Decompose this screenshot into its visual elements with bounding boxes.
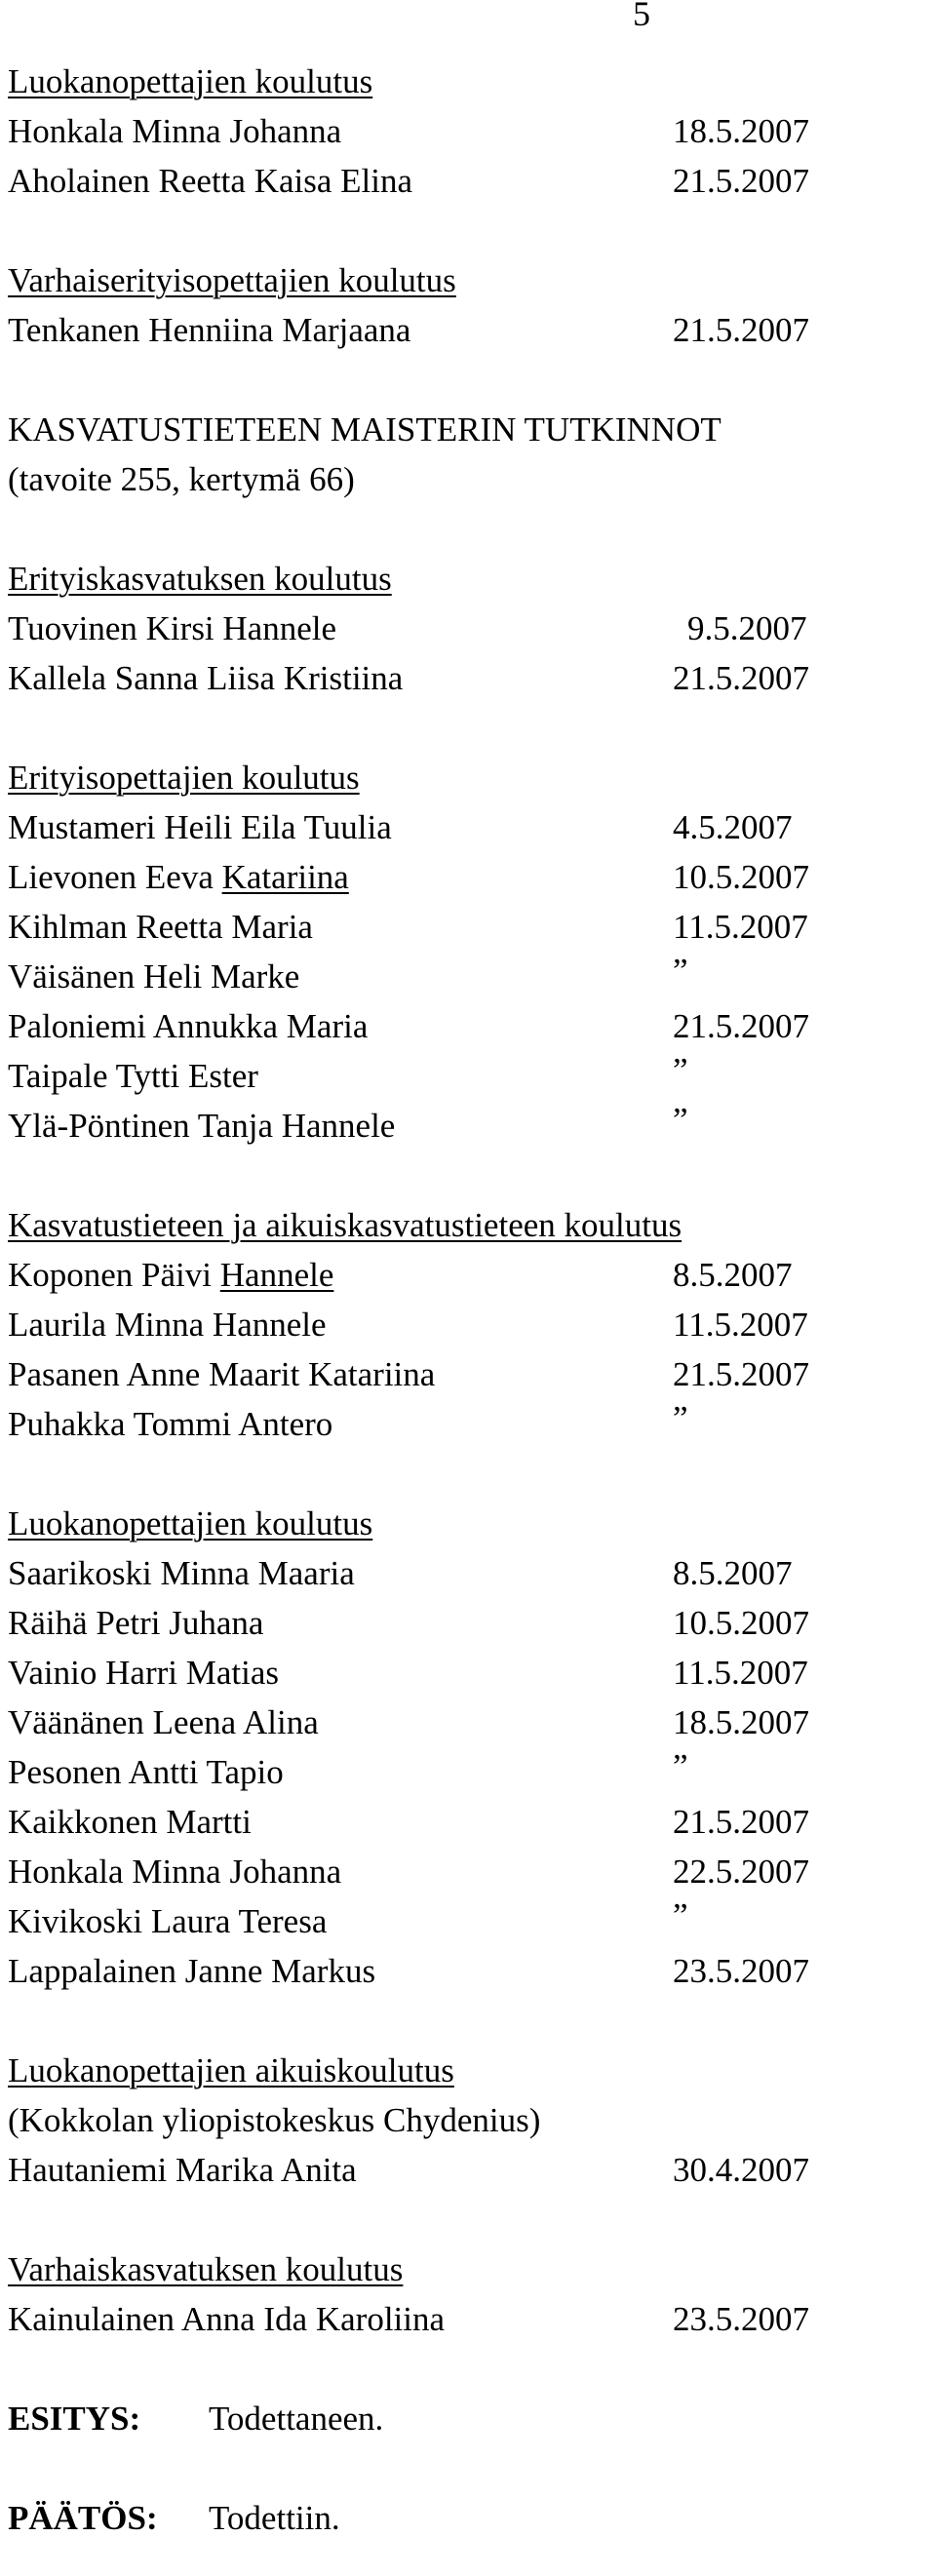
ditto-mark: ”: [673, 1747, 688, 1785]
ditto-mark: ”: [673, 1399, 688, 1437]
graduate-name: Kivikoski Laura Teresa: [8, 1902, 328, 1940]
graduation-date: 23.5.2007: [673, 1952, 809, 1990]
graduate-name: Räihä Petri Juhana: [8, 1604, 264, 1642]
graduation-date: 11.5.2007: [673, 1306, 808, 1344]
section-heading: Luokanopettajien koulutus: [8, 1504, 373, 1542]
paatos-text: Todettiin.: [209, 2499, 340, 2537]
graduate-name: Taipale Tytti Ester: [8, 1057, 258, 1095]
section-heading: Kasvatustieteen ja aikuiskasvatustieteen koulutus: [8, 1206, 682, 1244]
graduate-name: Kaikkonen Martti: [8, 1803, 252, 1841]
graduate-name: Väisänen Heli Marke: [8, 957, 300, 995]
graduation-date: 10.5.2007: [673, 1604, 809, 1642]
name-part: Koponen Päivi: [8, 1256, 220, 1294]
graduate-name: Pasanen Anne Maarit Katariina: [8, 1355, 436, 1393]
graduate-name: Tenkanen Henniina Marjaana: [8, 311, 411, 349]
graduate-name: Mustameri Heili Eila Tuulia: [8, 808, 392, 846]
graduate-name: Väänänen Leena Alina: [8, 1703, 319, 1741]
graduate-name: Tuovinen Kirsi Hannele: [8, 609, 337, 647]
graduate-name: Kihlman Reetta Maria: [8, 908, 313, 946]
graduation-date: 4.5.2007: [673, 808, 793, 846]
graduation-date: 9.5.2007: [687, 609, 807, 647]
paatos-label: PÄÄTÖS:: [8, 2499, 158, 2537]
graduate-name: Puhakka Tommi Antero: [8, 1405, 333, 1443]
graduation-date: 8.5.2007: [673, 1554, 793, 1592]
section-heading: Luokanopettajien aikuiskoulutus: [8, 2051, 454, 2089]
section-heading: Varhaiskasvatuksen koulutus: [8, 2250, 404, 2288]
graduation-date: 23.5.2007: [673, 2300, 809, 2338]
graduate-name: Paloniemi Annukka Maria: [8, 1007, 369, 1045]
graduation-date: 11.5.2007: [673, 908, 808, 946]
graduate-name: Lappalainen Janne Markus: [8, 1952, 376, 1990]
degree-section-note: (tavoite 255, kertymä 66): [8, 460, 355, 498]
graduation-date: 21.5.2007: [673, 1803, 809, 1841]
ditto-mark: ”: [673, 1896, 688, 1934]
degree-section-title: KASVATUSTIETEEN MAISTERIN TUTKINNOT: [8, 410, 722, 449]
graduation-date: 21.5.2007: [673, 162, 809, 200]
graduate-name: Aholainen Reetta Kaisa Elina: [8, 162, 412, 200]
graduate-name: Honkala Minna Johanna: [8, 112, 342, 150]
graduate-name: Laurila Minna Hannele: [8, 1306, 327, 1344]
name-part: Lievonen Eeva: [8, 858, 222, 896]
graduation-date: 10.5.2007: [673, 858, 809, 896]
section-heading: Erityiskasvatuksen koulutus: [8, 560, 392, 598]
esitys-text: Todettaneen.: [209, 2400, 384, 2438]
esitys-label: ESITYS:: [8, 2400, 141, 2438]
graduation-date: 8.5.2007: [673, 1256, 793, 1294]
graduate-name: Kallela Sanna Liisa Kristiina: [8, 659, 404, 697]
ditto-mark: ”: [673, 952, 688, 990]
graduation-date: 18.5.2007: [673, 1703, 809, 1741]
graduate-name: Ylä-Pöntinen Tanja Hannele: [8, 1107, 396, 1145]
page-number: 5: [633, 0, 650, 33]
section-subheading: (Kokkolan yliopistokeskus Chydenius): [8, 2101, 541, 2139]
graduate-name: Vainio Harri Matias: [8, 1654, 279, 1692]
graduate-name: [8, 1256, 333, 1295]
graduation-date: 21.5.2007: [673, 1007, 809, 1045]
graduation-date: 11.5.2007: [673, 1654, 808, 1692]
graduation-date: 21.5.2007: [673, 311, 809, 349]
graduate-name: Saarikoski Minna Maaria: [8, 1554, 355, 1592]
section-heading: Varhaiserityisopettajien koulutus: [8, 261, 456, 299]
ditto-mark: ”: [673, 1051, 688, 1089]
graduation-date: 30.4.2007: [673, 2151, 809, 2189]
name-part-underlined: Katariina: [221, 858, 349, 896]
graduate-name: Hautaniemi Marika Anita: [8, 2151, 357, 2189]
section-heading: Erityisopettajien koulutus: [8, 759, 360, 797]
graduation-date: 21.5.2007: [673, 1355, 809, 1393]
graduate-name: Kainulainen Anna Ida Karoliina: [8, 2300, 446, 2338]
name-part-underlined: Hannele: [219, 1256, 334, 1294]
graduation-date: 21.5.2007: [673, 659, 809, 697]
graduate-name: Honkala Minna Johanna: [8, 1853, 342, 1891]
graduation-date: 18.5.2007: [673, 112, 809, 150]
graduation-date: 22.5.2007: [673, 1853, 809, 1891]
section-heading: Luokanopettajien koulutus: [8, 62, 373, 100]
graduate-name: Pesonen Antti Tapio: [8, 1753, 284, 1791]
ditto-mark: ”: [673, 1101, 688, 1139]
graduate-name: [8, 858, 349, 897]
